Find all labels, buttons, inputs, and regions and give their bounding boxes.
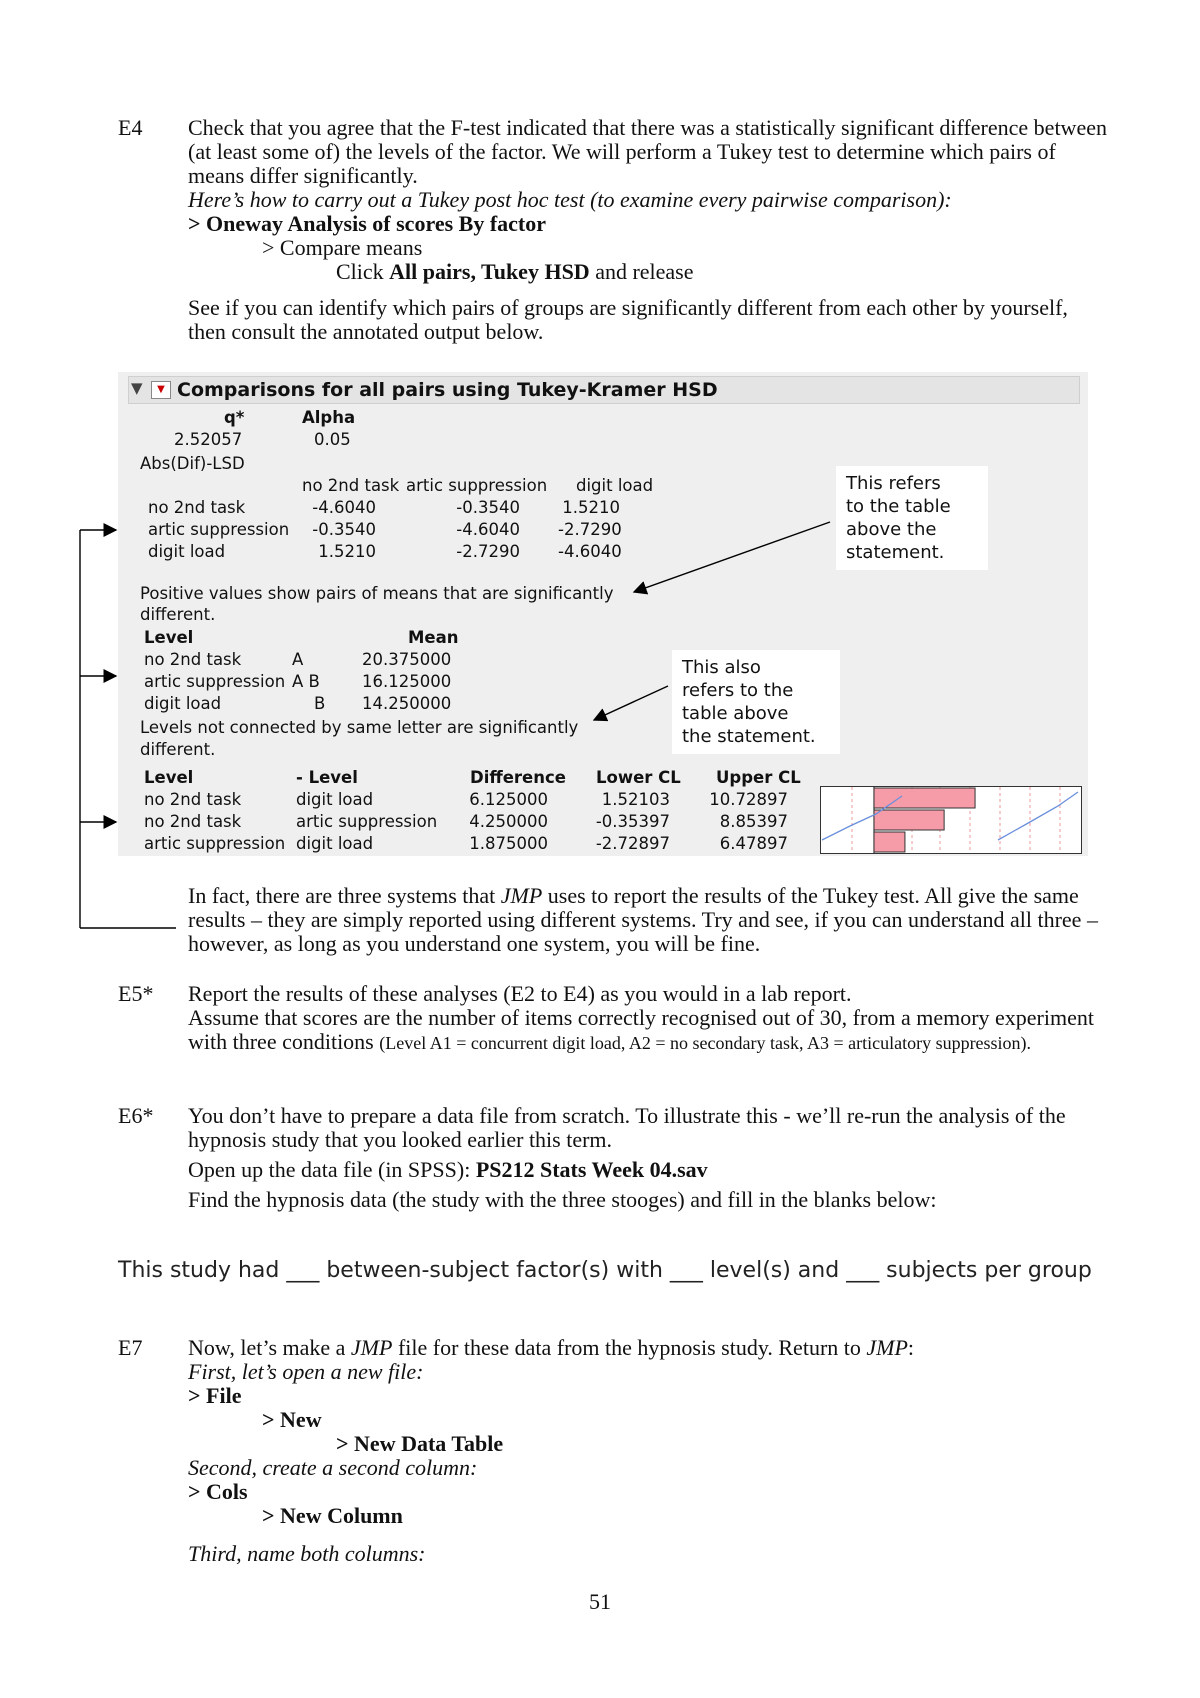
matrix-row-2-v1: -0.3540 [312, 520, 376, 539]
level-row-3-name: digit load [144, 694, 222, 713]
e4-paragraph-2: See if you can identify which pairs of groups are significantly different from each other by yourself, then consult the annotated output below. [188, 295, 1068, 344]
e5-block [188, 982, 1108, 1055]
e6-line2-pre: Open up the data file (in SPSS): [188, 1157, 476, 1182]
diff-row-2-diff: 4.250000 [469, 812, 548, 831]
e7-italic-3 [188, 1542, 1108, 1566]
menu-click-bold: All pairs, Tukey HSD [389, 259, 590, 284]
diff-header-difference: Difference [470, 768, 566, 787]
e4-italic-text: Here’s how to carry out a Tukey post hoc test (to examine every pairwise comparison): [188, 187, 952, 212]
diff-header-minus-level: - Level [296, 768, 358, 787]
e7-italic-1 [188, 1360, 1108, 1384]
matrix-row-3-v1: 1.5210 [318, 542, 376, 561]
level-header: Level [144, 628, 194, 647]
diff-row-3-lower: -2.72897 [595, 834, 670, 853]
e7-block [188, 1336, 1108, 1566]
e7-italic-2-text: Second, create a second column: [188, 1455, 478, 1480]
three-systems-paragraph [188, 884, 1108, 956]
diff-row-1-diff: 6.125000 [469, 790, 548, 809]
matrix-row-3-v2: -2.7290 [456, 542, 520, 561]
letters-note-line2: different. [140, 740, 216, 759]
e7-l1-jmp: JMP [350, 1335, 393, 1360]
note1-line4: statement. [846, 542, 945, 563]
mean-header: Mean [408, 628, 459, 647]
level-row-1-letters: A [292, 650, 304, 669]
matrix-row-1-v2: -0.3540 [456, 498, 520, 517]
fact-post: uses to report the results of the Tukey test. All give the same results – they are simply reported using different systems. Try and see, if you can understand all three – however, as long as you understand one system, you will be fine. [188, 883, 1098, 956]
letters-note-line1: Levels not connected by same letter are significantly [140, 718, 579, 737]
level-row-1-name: no 2nd task [144, 650, 242, 669]
matrix-col-2: artic suppression [406, 476, 548, 495]
note1-line2: to the table [846, 496, 951, 517]
alpha-value: 0.05 [314, 430, 351, 449]
diff-header-upper: Upper CL [716, 768, 801, 787]
e7-italic-1-text: First, let’s open a new file: [188, 1359, 424, 1384]
diff-row-2-lower: -0.35397 [595, 812, 670, 831]
diff-row-1-minus: digit load [296, 790, 374, 809]
e6-line2-file: PS212 Stats Week 04.sav [475, 1157, 708, 1182]
e4-paragraph: Check that you agree that the F-test indicated that there was a statistically significant difference between (at least some of) the levels of the factor. We will perform a Tukey test to determine which pairs of means differ significantly. [188, 115, 1107, 188]
e6-block [188, 1104, 1108, 1212]
e7-menu-new-text: > New [262, 1407, 322, 1432]
matrix-row-2-v2: -4.6040 [456, 520, 520, 539]
note2-line2: refers to the [682, 680, 794, 701]
diff-row-2-minus: artic suppression [296, 812, 438, 831]
e7-menu-cols-text: > Cols [188, 1479, 248, 1504]
e5-line2 [188, 1006, 1108, 1055]
e7-italic-3-text: Third, name both columns: [188, 1541, 426, 1566]
level-row-2-letters: A B [292, 672, 320, 691]
matrix-col-3: digit load [576, 476, 654, 495]
fact-jmp: JMP [500, 883, 543, 908]
e5-label: E5* [118, 981, 154, 1006]
fill-in-blanks-sentence: This study had ___ between-subject factor(s) with ___ level(s) and ___ subjects per group [118, 1258, 1092, 1283]
e7-menu-file [188, 1384, 1108, 1408]
note1-line3: above the [846, 519, 937, 540]
diff-row-3-diff: 1.875000 [469, 834, 548, 853]
e7-menu-new [188, 1408, 1108, 1432]
level-row-2-name: artic suppression [144, 672, 286, 691]
matrix-row-3-name: digit load [148, 542, 226, 561]
menu-oneway-text: > Oneway Analysis of scores By factor [188, 211, 546, 236]
e5-line2-main: Assume that scores are the number of items correctly recognised out of 30, from a memory experiment with three conditions [188, 1005, 1094, 1054]
matrix-row-1-v3: 1.5210 [562, 498, 620, 517]
menu-click-pre: Click [336, 259, 390, 284]
e4-label: E4 [118, 115, 143, 140]
e7-menu-new-column-text: > New Column [262, 1503, 403, 1528]
diff-row-1-level: no 2nd task [144, 790, 242, 809]
e7-menu-new-table [188, 1432, 1108, 1456]
diff-row-1-upper: 10.72897 [709, 790, 788, 809]
q-value: 2.52057 [174, 430, 243, 449]
e7-line1 [188, 1336, 1108, 1360]
three-systems-text [188, 884, 1108, 956]
diff-row-2-upper: 8.85397 [719, 812, 788, 831]
arrow-note-1 [634, 522, 830, 592]
level-row-3-mean: 14.250000 [362, 694, 452, 713]
diff-row-1-lower: 1.52103 [601, 790, 670, 809]
positive-note-line2: different. [140, 605, 216, 624]
matrix-row-1-name: no 2nd task [148, 498, 246, 517]
q-label: q* [224, 408, 245, 427]
diff-row-2-level: no 2nd task [144, 812, 242, 831]
e4-menu-compare: > Compare means [262, 235, 423, 260]
positive-note-line1: Positive values show pairs of means that are significantly [140, 584, 614, 603]
note2-line1: This also [682, 657, 761, 678]
e5-line2-small: (Level A1 = concurrent digit load, A2 = no secondary task, A3 = articulatory suppression). [379, 1033, 1032, 1053]
e7-italic-2 [188, 1456, 1108, 1480]
e7-l1-pre: Now, let’s make a [188, 1335, 351, 1360]
note2-line3: table above [682, 703, 789, 724]
absdif-label: Abs(Dif)-LSD [140, 454, 245, 473]
arrow-note-2 [594, 686, 668, 720]
e7-l1-mid: file for these data from the hypnosis study. Return to [392, 1335, 867, 1360]
menu-click-post: and release [589, 259, 694, 284]
e7-menu-file-text: > File [188, 1383, 242, 1408]
e7-l1-end: : [907, 1335, 915, 1360]
disclosure-triangle-icon[interactable]: ▼ [131, 379, 143, 397]
level-row-1-mean: 20.375000 [362, 650, 452, 669]
red-triangle-menu-icon[interactable]: ▼ [151, 381, 171, 399]
matrix-row-3-v3: -4.6040 [558, 542, 622, 561]
e7-l1-jmp2: JMP [866, 1335, 908, 1360]
e7-menu-cols [188, 1480, 1108, 1504]
e6-line2 [188, 1158, 1108, 1182]
page-number: 51 [589, 1589, 611, 1614]
diff-header-lower: Lower CL [596, 768, 681, 787]
report-title: Comparisons for all pairs using Tukey-Kramer HSD [177, 379, 718, 401]
e6-line3: Find the hypnosis data (the study with the three stooges) and fill in the blanks below: [188, 1187, 937, 1212]
level-row-2-mean: 16.125000 [362, 672, 452, 691]
e6-label: E6* [118, 1103, 154, 1128]
note2-line4: the statement. [682, 726, 816, 747]
e7-menu-new-table-text: > New Data Table [336, 1431, 504, 1456]
e7-menu-new-column [188, 1504, 1108, 1528]
level-row-3-letters: B [314, 694, 326, 713]
diff-row-3-minus: digit load [296, 834, 374, 853]
matrix-row-2-v3: -2.7290 [558, 520, 622, 539]
matrix-col-1: no 2nd task [302, 476, 400, 495]
note1-line1: This refers [846, 473, 941, 494]
matrix-row-2-name: artic suppression [148, 520, 290, 539]
alpha-label: Alpha [302, 408, 356, 427]
diff-header-level: Level [144, 768, 194, 787]
e5-line1: Report the results of these analyses (E2 to E4) as you would in a lab report. [188, 981, 852, 1006]
matrix-row-1-v1: -4.6040 [312, 498, 376, 517]
fact-pre: In fact, there are three systems that [188, 883, 501, 908]
e6-line1: You don’t have to prepare a data file from scratch. To illustrate this - we’ll re-run the analysis of the hypnosis study that you looked earlier this term. [188, 1103, 1066, 1152]
diff-row-3-level: artic suppression [144, 834, 286, 853]
e7-label: E7 [118, 1335, 143, 1360]
diff-row-3-upper: 6.47897 [719, 834, 788, 853]
